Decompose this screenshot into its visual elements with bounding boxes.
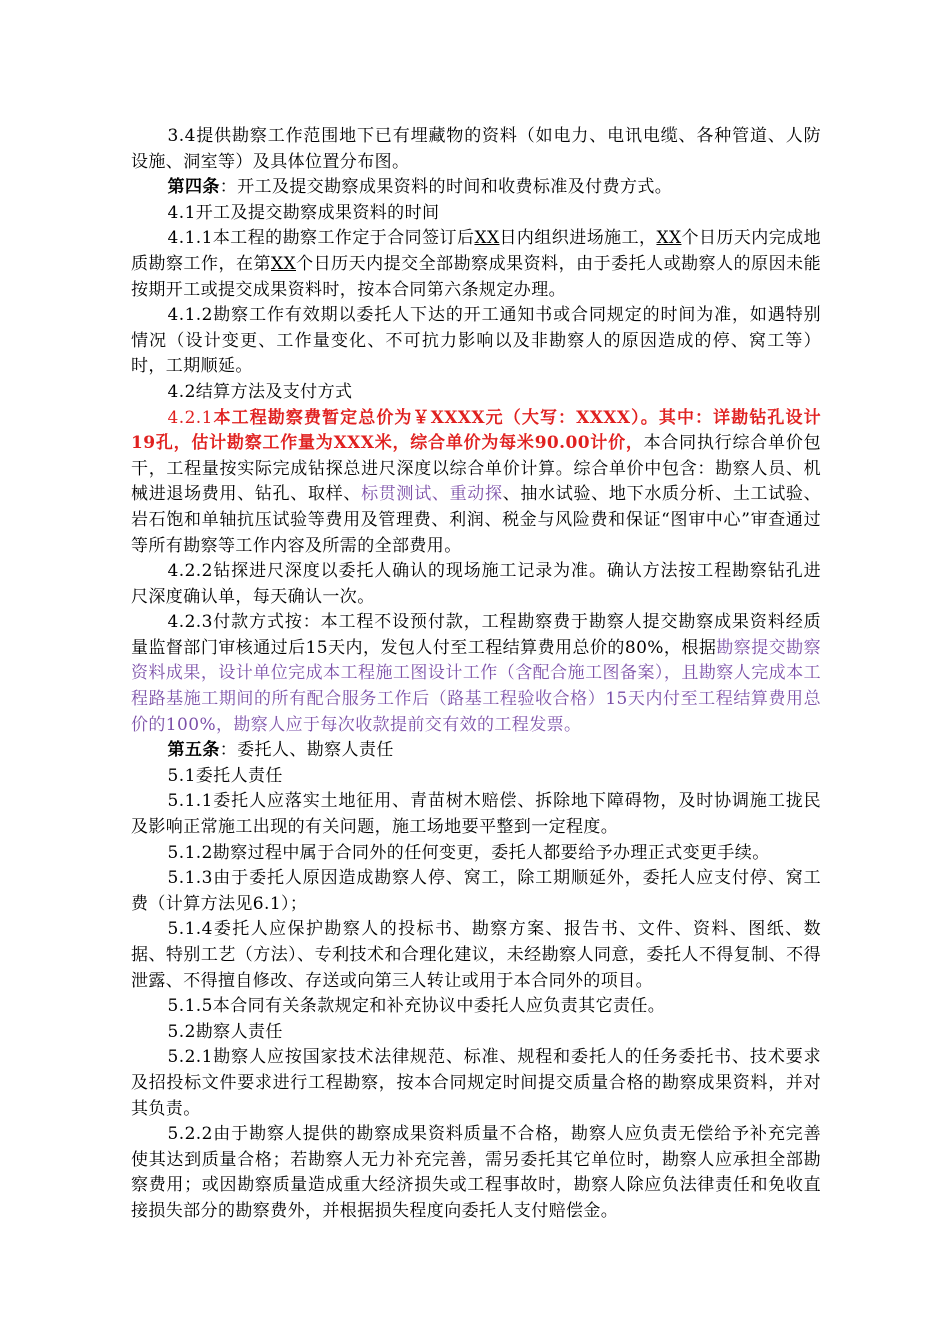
clause-5-1-2: 5.1.2勘察过程中属于合同外的任何变更，委托人都要给予办理正式变更手续。 [167, 842, 770, 863]
article-5-text: ：委托人、勘察人责任 [219, 740, 394, 761]
clause-4-2-2: 4.2.2钻探进尺深度以委托人确认的现场施工记录为准。确认方法按工程勘察钻孔进尺深度确认单，每天确认一次。 [131, 561, 821, 607]
clause-5-1-4: 5.1.4委托人应保护勘察人的投标书、勘察方案、报告书、文件、资料、图纸、数据、特别工艺（方法）、专利技术和合理化建议，未经勘察人同意，委托人不得复制、不得泄露、不得擅自修改、存送或向第三人转让或用于本合同外的项目。 [131, 919, 821, 991]
clause-text: 本合同执行综合单价包干，工程量按实际完成钻探总进尺深度以综合单价计算。综合单价中包含：勘察人员、机械进退场费用、钻孔、取样、 [131, 433, 821, 505]
test-items-highlight: 标贯测试、重动探 [361, 484, 503, 505]
clause-5-1-1: 5.1.1委托人应落实土地征用、青苗树木赔偿、拆除地下障碍物，及时协调施工拢民及影响正常施工出现的有关问题，施工场地要平整到一定程度。 [131, 791, 821, 838]
article-5-label: 第五条 [167, 740, 220, 761]
clause-4-1-1 [131, 226, 821, 303]
clause-4-2-1 [131, 406, 821, 560]
payment-condition-highlight: 勘察提交勘察资料成果，设计单位完成本工程施工图设计工作（含配合施工图备案），且勘察人完成本工程路基施工期间的所有配合服务工作后（路基工程验收合格）15天内付至工程结算费用总价的100%，勘察人应于每次收款提前交有效的工程发票。 [131, 637, 821, 735]
blank-days-start: XX [474, 228, 500, 249]
article-4-label: 第四条 [167, 177, 220, 198]
blank-days-complete: XX [656, 228, 682, 249]
article-4-heading [131, 175, 821, 201]
document-page [131, 124, 821, 1225]
clause-text: 个日历天内完成地质勘察工作，在第 [131, 228, 821, 274]
price-highlight: 本工程勘察费暂定总价为￥XXXX元（大写：XXXX）。其中：详勘钻孔设计19孔，估计勘察工作量为XXX米，综合单价为每米90.00计价， [131, 407, 821, 454]
clause-5-2-2: 5.2.2由于勘察人提供的勘察成果资料质量不合格，勘察人应负责无偿给予补充完善使其达到质量合格；若勘察人无力补充完善，需另委托其它单位时，勘察人应承担全部勘察费用；或因勘察质量造成重大经济损失或工程事故时，勘察人除应负法律责任和免收直接损失部分的勘察费外，并根据损失程度向委托人支付赔偿金。 [131, 1124, 821, 1221]
blank-days-submit: XX [271, 253, 297, 274]
clause-number: 4.2.1 [167, 407, 213, 428]
clause-text: 4.1.1本工程的勘察工作定于合同签订后 [167, 228, 475, 249]
clause-4-2-3 [131, 610, 821, 738]
clause-4-2: 4.2结算方法及支付方式 [167, 381, 353, 402]
clause-5-1-3: 5.1.3由于委托人原因造成勘察人停、窝工，除工期顺延外，委托人应支付停、窝工费（计算方法见6.1）； [131, 868, 821, 914]
clause-text: 个日历天内提交全部勘察成果资料，由于委托人或勘察人的原因未能按期开工或提交成果资料时，按本合同第六条规定办理。 [131, 253, 821, 300]
clause-5-1: 5.1委托人责任 [167, 765, 283, 786]
article-5-heading [131, 738, 821, 764]
clause-3-4: 3.4提供勘察工作范围地下已有埋藏物的资料（如电力、电讯电缆、各种管道、人防设施、洞室等）及具体位置分布图。 [131, 126, 821, 172]
clause-text: 、抽水试验、地下水质分析、土工试验、岩石饱和单轴抗压试验等费用及管理费、利润、税金与风险费和保证“图审中心”审查通过等所有勘察等工作内容及所需的全部费用。 [131, 484, 822, 556]
clause-5-2-1: 5.2.1勘察人应按国家技术法律规范、标准、规程和委托人的任务委托书、技术要求及招投标文件要求进行工程勘察，按本合同规定时间提交质量合格的勘察成果资料，并对其负责。 [131, 1047, 821, 1119]
article-4-text: ：开工及提交勘察成果资料的时间和收费标准及付费方式。 [219, 177, 673, 198]
clause-5-2: 5.2勘察人责任 [167, 1021, 283, 1042]
clause-5-1-5: 5.1.5本合同有关条款规定和补充协议中委托人应负责其它责任。 [167, 996, 666, 1017]
clause-4-1: 4.1开工及提交勘察成果资料的时间 [167, 202, 440, 223]
clause-text: 日内组织进场施工， [499, 228, 657, 249]
clause-text: 4.2.3付款方式按：本工程不设预付款，工程勘察费于勘察人提交勘察成果资料经质量监督部门审核通过后15天内，发包人付至工程结算费用总价的80%，根据 [131, 612, 821, 658]
clause-4-1-2: 4.1.2勘察工作有效期以委托人下达的开工通知书或合同规定的时间为准，如遇特别情况（设计变更、工作量变化、不可抗力影响以及非勘察人的原因造成的停、窝工等）时，工期顺延。 [131, 305, 821, 377]
